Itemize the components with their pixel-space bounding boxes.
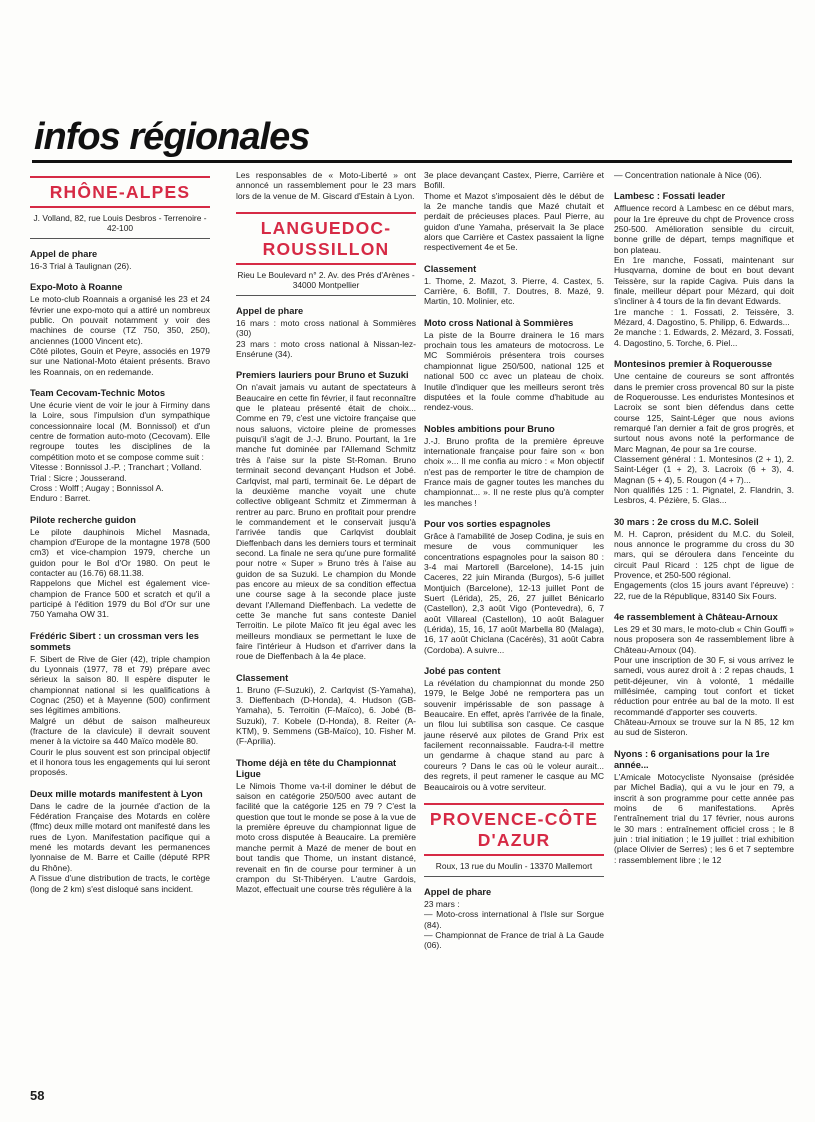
article-paragraph: Dans le cadre de la journée d'action de la Fédération Française des Motards en colère (ffmc) deux mille motard ont manifesté dans les rues de Lyon. Manifestation pacifique qui a mené les motards devant les permanences lyonnaise de M. Barre et Caille (député RPR du Rhône).: [30, 800, 210, 873]
article-paragraph: 16-3 Trial à Taulignan (26).: [30, 261, 132, 271]
article-paragraph: Une écurie vient de voir le jour à Firminy dans la Loire, sous l'impulsion d'un sympathique concessionnaire local (M. Bonnissol) et d'un centre de formation auto-moto (Cecovam). Elle regroupe toutes les disciplines de la compétition moto et se compose comme suit :: [30, 400, 210, 462]
article-title: Lambesc : Fossati leader: [614, 191, 726, 202]
column-3: [424, 170, 604, 962]
masthead-rule: [32, 160, 792, 163]
column-2: [236, 170, 416, 906]
article: [30, 388, 210, 503]
article-title: Jobé pas content: [424, 666, 501, 677]
article-paragraph: 1re manche : 1. Fossati, 2. Teissère, 3. Mézard, 4. Dagostino, 5. Philipp, 6. Edwards...: [614, 306, 794, 328]
article-paragraph: Courir le plus souvent est son principal objectif et il honora tous les engagements qui lui seront proposés.: [30, 746, 210, 778]
article-title: Thome déjà en tête du Championnat Ligue: [236, 757, 397, 779]
article-paragraph: Rappelons que Michel est également vice-champion de France 500 et scratch et qu'il a participé à l'édition 1979 du Bol d'Or sur une 750 Yamaha OW 31.: [30, 578, 210, 620]
region-address: J. Volland, 82, rue Louis Desbros - Terrenoire - 42-100: [30, 213, 210, 239]
article-title: Pour vos sorties espagnoles: [424, 518, 551, 529]
article-paragraph: Malgré un début de saison malheureux (fracture de la clavicule) il devrait souvent mener à la victoire sa 440 Maïco modèle 80.: [30, 715, 210, 747]
article-paragraph: Cross : Wolff ; Augay ; Bonnissol A.: [30, 482, 164, 493]
article-paragraph: Les responsables de « Moto-Liberté » ont annoncé un rassemblement pour le 23 mars lors de la venue de M. Giscard d'Estain à Lyon.: [236, 170, 416, 201]
article-paragraph: Thome et Mazot s'imposaient dès le début de la 2e manche tandis que Mazé chutait et perdait de précieuses places. Paul Pierre, au guidon d'une Yamaha, préservait la 3e place alors que Carrière et Castex passaient la ligne respectivement 4e et 5e.: [424, 190, 604, 253]
article-paragraph: Château-Arnoux se trouve sur la N 85, 12 km au sud de Sisteron.: [614, 717, 794, 738]
article-paragraph: Côté pilotes, Gouin et Peyre, associés en 1979 sur une National-Moto étaient présents. Bravo les Roannais, on en redemande.: [30, 346, 210, 377]
region-heading: LANGUEDOC-ROUSSILLON: [236, 212, 416, 265]
article-paragraph: — Championnat de France de trial à La Gaude (06).: [424, 929, 604, 951]
article-paragraph: 1. Thome, 2. Mazot, 3. Pierre, 4. Castex, 5. Carrière, 6. Bofill, 7. Doutres, 8. Mazé, 9. Martin, 10. Molinier, etc.: [424, 275, 604, 307]
article-paragraph: F. Sibert de Rive de Gier (42), triple champion du Lyonnais (1977, 78 et 79) prépare avec sérieux la saison 80. Il espère disputer le championnat national si les qualifications à Cognac (250) et à Mayenne (500) confirment ses légitimes ambitions.: [30, 653, 210, 716]
article: [236, 306, 416, 359]
article-paragraph: Trial : Sicre ; Jousserand.: [30, 472, 127, 483]
article-paragraph: Classement général : 1. Montesinos (2 + 1), 2. Saint-Léger (1 + 2), 3. Lacroix (6 + 3), 4. Magnan (5 + 4), 5. Rougon (4 + 7)...: [614, 453, 794, 485]
article-paragraph: Engagements (clos 15 jours avant l'épreuve) : 22, rue de la République, 83140 Six Fours.: [614, 580, 794, 601]
region-heading: RHÔNE-ALPES: [30, 176, 210, 208]
article-paragraph: Une centaine de coureurs se sont affrontés dans le premier cross provencal 80 sur la piste de Roquerousse. Les enduristes Montesinos et Lacroix se sont bien défendus dans cette course 125, Saint-Léger que nous avions remarqué l'an dernier a fait de gros progrès, et surtout nous avons noté la performance de Marc Magnan, 4e pour sa 1re course.: [614, 371, 794, 454]
article: [614, 359, 794, 505]
article: [30, 249, 210, 271]
intro-paragraph: [236, 170, 416, 201]
article-paragraph: On n'avait jamais vu autant de spectateurs à Beaucaire en cette fin février, il faut reconnaître que le plateau présenté était de choix... Comme en 79, c'est une victoire française que nous saluons, victoire pleine de promesses puisqu'il s'agit de J.-J. Bruno. Pourtant, la 1re manche fut dominée par l'Allemand Schmitz très à l'aise sur la piste St-Roman. Bruno terminait second devançant Hudson et Jobé. Carlqvist, mal parti, terminait 6e. Le départ de la deuxième manche voyait une chute collective obligeant Schmitz et Zimmerman à rentrer au parc. Bruno en profitait pour prendre le commandement et le conservait jusqu'à l'arrivée tandis que Carlqvist doublait Dieffenbach dans les derniers tours et terminait second. La finale ne sera qu'une pure formalité pour notre « Super » Bruno très à l'aise au guidon de sa Suzuki. Le champion du Monde pas encore au mieux de sa condition effectua une course sage à la seconde place juste devant l'Allemand Dieffenbach. La vedette de cette 3e manche fut sans conteste Daniel Terroitin. Le pilote Maïco fit jeu égal avec les meilleurs mondiaux se permettant le luxe de faire l'intérieur à Hudson et d'arriver dans la roue de Dieffenbach à la 4e place.: [236, 382, 416, 662]
article-paragraph: Pour une inscription de 30 F, si vous arrivez le samedi, vous aurez droit à : 2 repas chauds, 1 petit-déjeuner, vin à volonté, 1 médaille millésimée, camping tout confort et ticket réduction pour entrée au bal de la moto. Il est recommandé d'apporter ses couverts.: [614, 655, 794, 717]
article-paragraph: Les 29 et 30 mars, le moto-club « Chin Gouffi » nous proposera son 4e rassemblement libre à Château-Arnoux (04).: [614, 624, 794, 655]
region-address: Rieu Le Boulevard n° 2. Av. des Prés d'Arènes - 34000 Montpellier: [236, 270, 416, 296]
article-paragraph: 23 mars : moto cross national à Nissan-lez-Ensérune (34).: [236, 338, 416, 360]
article-title: Appel de phare: [30, 249, 98, 259]
article: [236, 758, 416, 895]
article: [30, 515, 210, 620]
article-paragraph: L'Amicale Motocycliste Nyonsaise (présidée par Michel Badia), qui a vu le jour en 79, a inscrit à son programme pour cette année pas moins de 6 manifestations. Après l'entraînement trial du 17 février, nous aurons le 30 mars : entraînement officiel cross ; le 8 juin : trial initiation ; le 19 juillet : trial exhibition (place Olivier de Serres) ; les 6 et 7 septembre : rassemblement libre ; le 12: [614, 771, 794, 865]
article-title: Deux mille motards manifestent à Lyon: [30, 788, 203, 799]
article-paragraph: Non qualifiés 125 : 1. Pignatel, 2. Flandrin, 3. Lesbros, 4. Pézière, 5. Glas...: [614, 484, 794, 506]
article-paragraph: 2e manche : 1. Edwards, 2. Mézard, 3. Fossati, 4. Dagostino, 5. Torche, 6. Piel...: [614, 327, 794, 348]
article-title: 4e rassemblement à Château-Arnoux: [614, 612, 778, 623]
article-paragraph: Grâce à l'amabilité de Josep Codina, je suis en mesure de vous communiquer les concentrations espagnoles pour la saison 80 : 3-4 mai Martorell (Barcelone), 14-15 juin Caceres, 22 juin Miranda (Burgos), 5-6 juillet Montjuich (Barcelone), 12-13 juillet Pont de Suert (Lérida), 25, 26, 27 juillet Bénicarlo (Castellon), 2,3 août Vigo (Pontevedra), 6, 7 août Villareal (Castellon), 10 août Balaguer (Lérida), 15, 16, 17 août Marbella 80 (Malaga), 16, 17 août Chiclana (Cacérès), 31 août Cabra (Cordoba). A suivre...: [424, 530, 604, 655]
article-paragraph: La piste de la Bourre drainera le 16 mars prochain tous les amateurs de motocross. Le MC Sommiérois présentera trois courses championnat ligue 250/500, national 125 et national 500 cc avec un plateau de choix. Inutile d'indiquer que les meilleurs seront très disputées et la foule comme d'habitude au rendez-vous.: [424, 329, 604, 413]
article: [424, 666, 604, 792]
article-paragraph: Enduro : Barret.: [30, 493, 91, 504]
article: [424, 318, 604, 413]
article: [424, 170, 604, 253]
article-paragraph: En 1re manche, Fossati, maintenant sur Husqvarna, domine de bout en bout devant Teissère, sur la rapide Cagiva. Puis dans la finale, meilleur départ pour Mézard, qui doit s'incliner à 4 tours de la fin devant Edwards.: [614, 255, 794, 307]
article: [30, 282, 210, 377]
article-title: 30 mars : 2e cross du M.C. Soleil: [614, 516, 759, 527]
article-title: Montesinos premier à Roquerousse: [614, 359, 773, 370]
article-paragraph: 16 mars : moto cross national à Sommières (30): [236, 318, 416, 339]
article: [424, 887, 604, 951]
article-title: Frédéric Sibert : un crossman vers les sommets: [30, 630, 199, 652]
article-paragraph: J.-J. Bruno profita de la première épreuve internationale française pour faire son « bon choix »... Il me confia au micro : « Mon objectif n'est pas de remporter le titre de champion de France mais de gagner toutes les manches du championnat... ». Il ne reste plus qu'à compter les manches !: [424, 435, 604, 508]
article: [614, 749, 794, 865]
article: [30, 631, 210, 778]
article-title: Team Cecovam-Technic Motos: [30, 388, 166, 399]
article-paragraph: Le pilote dauphinois Michel Masnada, champion d'Europe de la montagne 1978 (500 cm3) et vice-champion 1979, cherche un guidon pour le Bol d'Or 1980. On peut le contacter au (16.76) 68.11.38.: [30, 526, 210, 578]
article-paragraph: Vitesse : Bonnissol J.-P. ; Tranchart ; Volland.: [30, 462, 202, 473]
article-paragraph: Le moto-club Roannais a organisé les 23 et 24 février une expo-moto qui a attiré un nombreux public. On pouvait notamment y voir des machines de course (TZ 750, 350, 250), anciennes (1000 Vincent etc).: [30, 294, 210, 346]
article: [424, 519, 604, 655]
article-title: Nyons : 6 organisations pour la 1re année...: [614, 748, 770, 770]
article: [614, 517, 794, 601]
article-title: Nobles ambitions pour Bruno: [424, 423, 555, 434]
article-title: Appel de phare: [236, 306, 304, 317]
page-number: 58: [30, 1088, 45, 1103]
article-paragraph: A l'issue d'une distribution de tracts, le cortège (long de 2 km) s'est disloqué sans incident.: [30, 873, 210, 894]
article-title: Classement: [236, 672, 289, 683]
column-4: [614, 170, 794, 876]
article-paragraph: 23 mars :: [424, 898, 460, 909]
article: [424, 264, 604, 307]
article-paragraph: Affluence record à Lambesc en ce début mars, pour la 1re épreuve du chpt de Provence cross 250-500. Amélioration sensible du circuit, bonne grille de départ, temps magnifique et bon plateau.: [614, 203, 794, 255]
column-1: [30, 170, 210, 905]
article-title: Premiers lauriers pour Bruno et Suzuki: [236, 370, 409, 381]
article-paragraph: — Moto-cross international à l'Isle sur Sorgue (84).: [424, 909, 604, 930]
article: [236, 370, 416, 661]
article-title: Classement: [424, 263, 477, 274]
article-title: Pilote recherche guidon: [30, 514, 136, 525]
article-title: Appel de phare: [424, 886, 492, 897]
article-paragraph: La révélation du championnat du monde 250 1979, le Belge Jobé ne remportera pas un souvenir impérissable de son passage à Beaucaire. En effet, après l'arrivée de la finale, un filou lui subtilisa son casque. Ce casque jaune réservé aux pilotes de Grand Prix est facilement reconnaissable. Faudra-t-il mettre un gendarme à chaque stand au parc à coureurs ? Dans le cas où le voleur aurait... des regrets, il peut ramener le casque au MC Beaucairois ou à votre serviteur.: [424, 678, 604, 792]
masthead: infos régionales: [34, 116, 310, 158]
region-heading: PROVENCE-CÔTE D'AZUR: [424, 803, 604, 856]
article: [614, 170, 794, 180]
article-paragraph: 1. Bruno (F-Suzuki), 2. Carlqvist (S-Yamaha), 3. Dieffenbach (D-Honda), 4. Hudson (GB-Yamaha), 5. Terroitin (F-Maïco), 6. Jobé (B-Suzuki), 7. Kobele (D-Honda), 8. Reiter (A-KTM), 9. Semmens (GB-Maïco), 10. Fisher M. (F-Aprilia).: [236, 684, 416, 747]
article: [236, 673, 416, 747]
article-paragraph: M. H. Capron, président du M.C. du Soleil, nous annonce le programme du cross du 30 mars, qui se déroulera dans l'enceinte du circuit Paul Ricard : 125 chpt de ligue de Provence, et 250-500 régional.: [614, 528, 794, 580]
article-paragraph: Le Nimois Thome va-t-il dominer le début de saison en catégorie 250/500 avec autant de facilité que la catégorie 125 en 79 ? C'est la question que tout le monde se pose à la vue de la première épreuve du championnat ligue de moto cross disputée à Beaucaire. La première manche permit à Mazé de mener de bout en bout tandis que Thome, un instant distancé, revenait en fin de course pour terminer à un crampon du St-Thibéryen. L'autre Gardois, Mazot, effectuait une course très régulière à la: [236, 780, 416, 895]
article-paragraph: — Concentration nationale à Nice (06).: [614, 170, 762, 180]
article: [30, 789, 210, 894]
article-title: Moto cross National à Sommières: [424, 317, 574, 328]
region-address: Roux, 13 rue du Moulin - 13370 Mallemort: [424, 861, 604, 877]
article-title: Expo-Moto à Roanne: [30, 282, 123, 293]
article: [614, 612, 794, 738]
article: [614, 191, 794, 348]
article-paragraph: 3e place devançant Castex, Pierre, Carrière et Bofill.: [424, 170, 604, 191]
article: [424, 424, 604, 508]
